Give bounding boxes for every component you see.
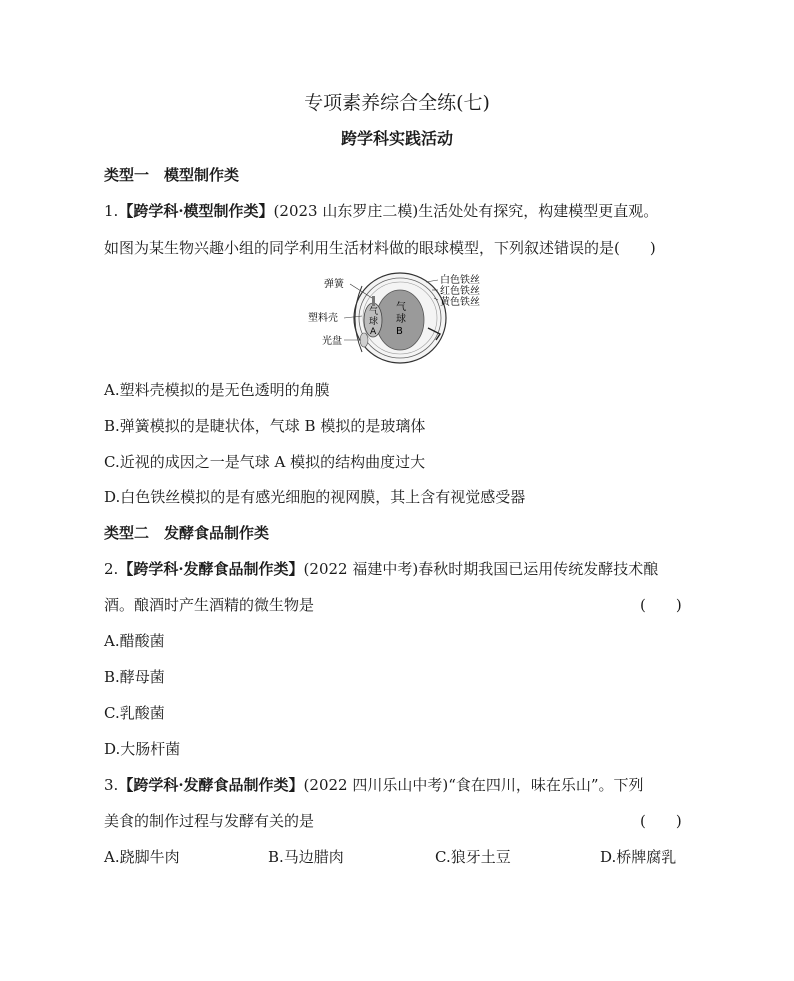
label-spring: 弹簧 xyxy=(324,279,344,290)
label-balloon-b-3: B xyxy=(396,326,403,337)
q3-stem-line2: 美食的制作过程与发酵有关的是 xyxy=(104,812,315,830)
q1-option-d: D.白色铁丝模拟的是有感光细胞的视网膜，其上含有视觉感受器 xyxy=(104,488,526,506)
q2-option-d: D.大肠杆菌 xyxy=(104,740,181,758)
label-yellow-wire: 黄色铁丝 xyxy=(440,297,480,308)
q2-tag: 【跨学科·发酵食品制作类】 xyxy=(118,560,304,578)
label-white-wire: 白色铁丝 xyxy=(440,275,480,286)
q1-option-b: B.弹簧模拟的是睫状体，气球 B 模拟的是玻璃体 xyxy=(104,417,426,435)
q1-stem-line1 xyxy=(104,200,658,221)
q3-number: 3. xyxy=(104,776,119,794)
eye-model-figure xyxy=(300,268,500,370)
q3-stem-line1 xyxy=(104,774,644,795)
q1-number: 1. xyxy=(104,202,119,220)
label-balloon-a-2: 球 xyxy=(369,317,379,327)
q3-tag: 【跨学科·发酵食品制作类】 xyxy=(118,776,304,794)
q2-stem-line1 xyxy=(104,558,658,579)
q3-option-d: D.桥牌腐乳 xyxy=(600,848,677,866)
q3-answer-paren: ( ) xyxy=(640,812,682,830)
q1-stem-text1: (2023 山东罗庄二模)生活处处有探究，构建模型更直观。 xyxy=(273,202,659,220)
spring-shape xyxy=(372,296,375,306)
q2-stem-text1: (2022 福建中考)春秋时期我国已运用传统发酵技术酿 xyxy=(303,560,659,578)
q2-answer-paren: ( ) xyxy=(640,596,682,614)
label-balloon-a-3: A xyxy=(370,327,377,337)
label-balloon-b-2: 球 xyxy=(396,314,406,325)
q3-option-c: C.狼牙土豆 xyxy=(435,848,511,866)
q2-option-b: B.酵母菌 xyxy=(104,668,165,686)
q1-stem-line2: 如图为某生物兴趣小组的同学利用生活材料做的眼球模型，下列叙述错误的是( ) xyxy=(104,239,656,257)
q2-stem-line2: 酒。酿酒时产生酒精的微生物是 xyxy=(104,596,315,614)
q3-option-a: A.跷脚牛肉 xyxy=(104,848,180,866)
q1-option-a: A.塑料壳模拟的是无色透明的角膜 xyxy=(104,381,330,399)
label-disc: 光盘 xyxy=(322,336,342,347)
label-shell: 塑料壳 xyxy=(308,313,338,324)
q2-option-c: C.乳酸菌 xyxy=(104,704,165,722)
q2-number: 2. xyxy=(104,560,119,578)
q3-option-b: B.马边腊肉 xyxy=(268,848,344,866)
leader-white-wire xyxy=(426,280,438,282)
section-heading-model: 类型一 模型制作类 xyxy=(104,166,240,184)
page-subtitle: 跨学科实践活动 xyxy=(340,129,453,148)
label-red-wire: 红色铁丝 xyxy=(440,286,480,297)
q1-tag: 【跨学科·模型制作类】 xyxy=(118,202,274,220)
q2-option-a: A.醋酸菌 xyxy=(104,632,165,650)
label-balloon-b-1: 气 xyxy=(396,302,406,313)
q1-option-c: C.近视的成因之一是气球 A 模拟的结构曲度过大 xyxy=(104,453,426,471)
page-title: 专项素养综合全练(七) xyxy=(304,92,490,114)
q3-stem-text1: (2022 四川乐山中考)“食在四川，味在乐山”。下列 xyxy=(303,776,644,794)
section-heading-fermentation: 类型二 发酵食品制作类 xyxy=(104,524,270,542)
disc-shape xyxy=(360,333,368,347)
label-balloon-a-1: 气 xyxy=(369,307,379,317)
